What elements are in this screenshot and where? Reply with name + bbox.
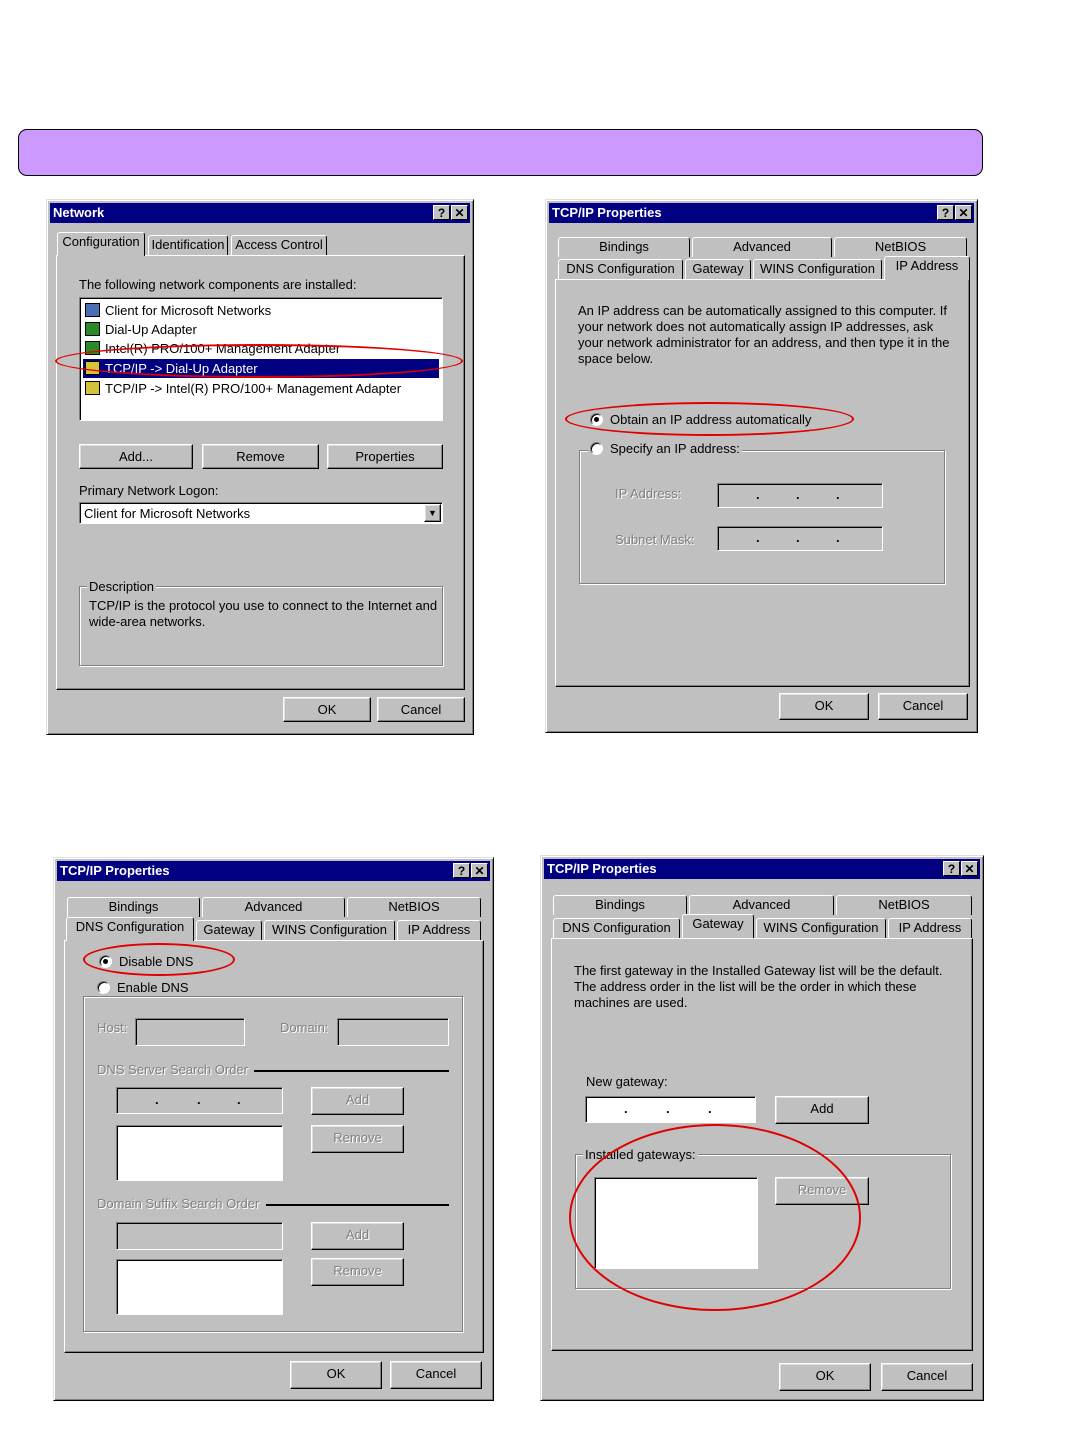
tcpip-titlebar bbox=[57, 861, 490, 881]
dns-server-list[interactable] bbox=[116, 1125, 283, 1181]
dialog-title: TCP/IP Properties bbox=[552, 205, 662, 220]
specify-group bbox=[579, 450, 945, 584]
ip-address-label: IP Address: bbox=[615, 486, 682, 501]
dropdown-arrow-icon[interactable]: ▼ bbox=[424, 504, 441, 522]
subnet-mask-input[interactable]: . . . bbox=[717, 526, 883, 551]
tab-gateway[interactable]: Gateway bbox=[196, 920, 262, 940]
close-icon[interactable]: ✕ bbox=[471, 863, 488, 878]
tab-advanced[interactable]: Advanced bbox=[689, 895, 834, 915]
tcpip-ip-dialog bbox=[545, 199, 978, 733]
close-icon[interactable]: ✕ bbox=[961, 861, 978, 876]
tab-wins-configuration[interactable]: WINS Configuration bbox=[753, 259, 882, 279]
tcpip-titlebar bbox=[549, 203, 974, 223]
dialog-title: TCP/IP Properties bbox=[547, 861, 657, 876]
description-label: Description bbox=[89, 579, 155, 594]
tab-wins-configuration[interactable]: WINS Configuration bbox=[756, 918, 886, 938]
logon-select[interactable]: Client for Microsoft Networks ▼ bbox=[79, 502, 443, 524]
help-icon[interactable]: ? bbox=[937, 205, 954, 220]
tab-netbios[interactable]: NetBIOS bbox=[836, 895, 972, 915]
highlight-ring bbox=[83, 943, 235, 976]
divider bbox=[254, 1070, 449, 1072]
tcpip-titlebar bbox=[544, 859, 980, 879]
tab-dns-configuration[interactable]: DNS Configuration bbox=[66, 917, 194, 941]
highlight-ring bbox=[565, 402, 854, 436]
help-icon[interactable]: ? bbox=[433, 205, 450, 220]
ok-button[interactable]: OK bbox=[779, 1363, 871, 1391]
domain-suffix-order-label: Domain Suffix Search Order bbox=[97, 1196, 260, 1211]
tab-netbios[interactable]: NetBIOS bbox=[347, 897, 481, 917]
ok-button[interactable]: OK bbox=[290, 1361, 382, 1389]
dialog-title: Network bbox=[53, 205, 105, 220]
tab-advanced[interactable]: Advanced bbox=[692, 237, 832, 257]
host-label: Host: bbox=[97, 1020, 128, 1035]
specify-radio[interactable] bbox=[590, 442, 603, 455]
tab-gateway[interactable]: Gateway bbox=[682, 914, 754, 938]
close-icon[interactable]: ✕ bbox=[451, 205, 468, 220]
add-suffix-button[interactable]: Add bbox=[311, 1222, 404, 1250]
tab-configuration[interactable]: Configuration bbox=[57, 232, 145, 256]
tab-gateway[interactable]: Gateway bbox=[685, 259, 751, 279]
ip-address-input[interactable]: . . . bbox=[717, 483, 883, 508]
tab-wins-configuration[interactable]: WINS Configuration bbox=[264, 920, 395, 940]
specify-option[interactable]: Specify an IP address: bbox=[588, 441, 742, 456]
network-dialog bbox=[46, 199, 474, 735]
host-input[interactable] bbox=[135, 1018, 245, 1046]
ok-button[interactable]: OK bbox=[283, 697, 371, 722]
installed-label: The following network components are installed: bbox=[79, 277, 357, 292]
tab-bindings[interactable]: Bindings bbox=[67, 897, 200, 917]
remove-gateway-button[interactable]: Remove bbox=[775, 1177, 869, 1205]
domain-input[interactable] bbox=[337, 1018, 449, 1046]
header-banner bbox=[18, 129, 983, 176]
tab-dns-configuration[interactable]: DNS Configuration bbox=[558, 259, 683, 279]
domain-suffix-input[interactable] bbox=[116, 1222, 283, 1250]
domain-suffix-list[interactable] bbox=[116, 1259, 283, 1315]
tcpip-gateway-dialog bbox=[540, 855, 984, 1401]
protocol-icon bbox=[85, 381, 100, 395]
adapter-icon bbox=[85, 322, 100, 336]
tab-advanced[interactable]: Advanced bbox=[202, 897, 345, 917]
logon-label: Primary Network Logon: bbox=[79, 483, 219, 498]
tab-ip-address[interactable]: IP Address bbox=[397, 920, 481, 940]
subnet-mask-label: Subnet Mask: bbox=[615, 532, 695, 547]
tab-bindings[interactable]: Bindings bbox=[553, 895, 687, 915]
help-icon[interactable]: ? bbox=[943, 861, 960, 876]
disable-dns-label[interactable]: Disable DNS bbox=[119, 954, 194, 969]
close-icon[interactable]: ✕ bbox=[955, 205, 972, 220]
info-text: An IP address can be automatically assigned to this computer. If your network does not automatically assign IP addresses, ask your network administrator for an address, and then type it in the space below. bbox=[578, 303, 950, 366]
list-item-selected[interactable]: TCP/IP -> Dial-Up Adapter bbox=[83, 359, 439, 378]
remove-button[interactable]: Remove bbox=[202, 444, 319, 469]
enable-dns-radio[interactable] bbox=[97, 981, 110, 994]
add-dns-server-button[interactable]: Add bbox=[311, 1087, 404, 1115]
list-item[interactable]: TCP/IP -> Intel(R) PRO/100+ Management Adapter bbox=[83, 379, 401, 398]
network-titlebar bbox=[50, 203, 470, 223]
dns-server-input[interactable]: . . . bbox=[116, 1087, 283, 1114]
remove-dns-server-button[interactable]: Remove bbox=[311, 1125, 404, 1153]
list-item[interactable]: Client for Microsoft Networks bbox=[83, 301, 271, 320]
tab-identification[interactable]: Identification bbox=[148, 235, 228, 255]
list-item[interactable]: Dial-Up Adapter bbox=[83, 320, 197, 339]
new-gateway-input[interactable]: . . . bbox=[585, 1096, 756, 1123]
add-gateway-button[interactable]: Add bbox=[775, 1096, 869, 1124]
highlight-ring bbox=[569, 1124, 861, 1311]
divider bbox=[266, 1204, 449, 1206]
tab-dns-configuration[interactable]: DNS Configuration bbox=[553, 918, 680, 938]
domain-label: Domain: bbox=[280, 1020, 329, 1035]
properties-button[interactable]: Properties bbox=[327, 444, 443, 469]
cancel-button[interactable]: Cancel bbox=[881, 1363, 973, 1391]
description-text: TCP/IP is the protocol you use to connect to the Internet and wide-area networks. bbox=[89, 598, 438, 629]
enable-dns-option[interactable]: Enable DNS bbox=[95, 980, 191, 995]
list-item[interactable]: Intel(R) PRO/100+ Management Adapter bbox=[83, 339, 340, 358]
obtain-label[interactable]: Obtain an IP address automatically bbox=[610, 412, 812, 427]
computer-icon bbox=[85, 303, 100, 317]
tab-bindings[interactable]: Bindings bbox=[558, 237, 690, 257]
dialog-title: TCP/IP Properties bbox=[60, 863, 170, 878]
tcpip-dns-dialog bbox=[53, 857, 494, 1401]
help-icon[interactable]: ? bbox=[453, 863, 470, 878]
cancel-button[interactable]: Cancel bbox=[390, 1361, 482, 1389]
new-gateway-label: New gateway: bbox=[586, 1074, 668, 1089]
tab-access-control[interactable]: Access Control bbox=[231, 235, 327, 255]
remove-suffix-button[interactable]: Remove bbox=[311, 1258, 404, 1286]
tab-ip-address[interactable]: IP Address bbox=[884, 256, 970, 280]
tab-ip-address[interactable]: IP Address bbox=[888, 918, 972, 938]
installed-gateways-label: Installed gateways: bbox=[585, 1147, 696, 1162]
cancel-button[interactable]: Cancel bbox=[878, 693, 968, 720]
highlight-ring bbox=[55, 344, 463, 378]
ok-button[interactable]: OK bbox=[779, 693, 869, 720]
info-text: The first gateway in the Installed Gateway list will be the default. The address order in the list will be the order in which these machines are used. bbox=[574, 963, 943, 1010]
add-button[interactable]: Add... bbox=[79, 444, 193, 469]
dns-server-order-label: DNS Server Search Order bbox=[97, 1062, 248, 1077]
cancel-button[interactable]: Cancel bbox=[377, 697, 465, 722]
tab-netbios[interactable]: NetBIOS bbox=[834, 237, 967, 257]
